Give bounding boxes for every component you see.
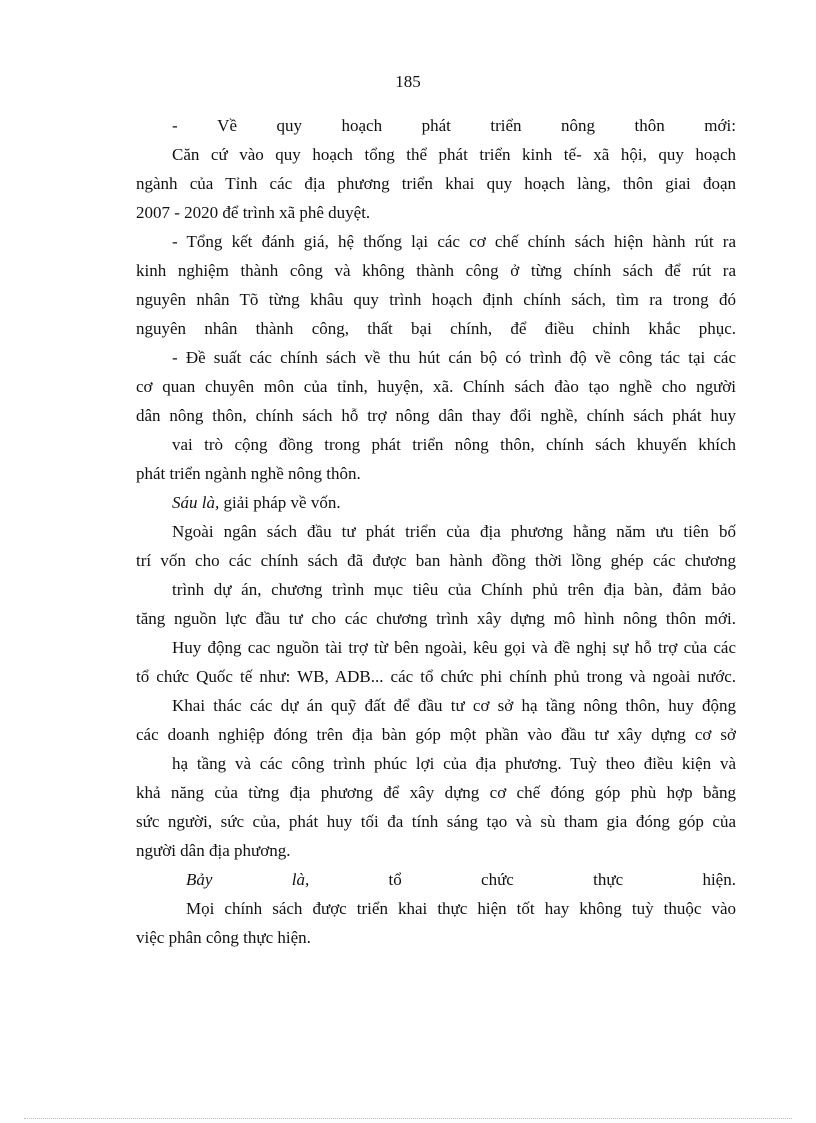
text-line: - Đề suất các chính sách về thu hút cán bộ có trình độ về công tác tại các [172,348,736,367]
word: hoạch [341,116,383,135]
text-line: Căn cứ vào quy hoạch tổng thể phát triển kinh tế- xã hội, quy hoạch [172,145,736,164]
text-line: người dân địa phương. [136,841,291,860]
word: thực [593,870,624,889]
word: hiện. [702,870,736,889]
word: thôn [634,116,665,135]
text-line: nguyên nhân thành công, thất bại chính, để điều chỉnh khắc phục. [136,319,736,338]
heading-quy-hoach [172,115,736,137]
word: - [172,116,178,135]
text-line: việc phân công thực hiện. [136,928,311,947]
text-line: ngành của Tỉnh các địa phương triển khai quy hoạch làng, thôn giai đoạn [136,174,736,193]
section-bay-la [186,869,736,891]
text-line: hạ tầng và các công trình phúc lợi của địa phương. Tuỳ theo điều kiện và [172,754,736,773]
text-line: cơ quan chuyên môn của tỉnh, huyện, xã. Chính sách đào tạo nghề cho người [136,377,736,396]
text-line: nguyên nhân Tõ từng khâu quy trình hoạch định chính sách, tìm ra trong đó [136,290,736,309]
text-line: phát triển ngành nghề nông thôn. [136,464,361,483]
word: triển [490,116,522,135]
word: nông [561,116,596,135]
text-line: Khai thác các dự án quỹ đất để đầu tư cơ sở hạ tầng nông thôn, huy động [172,696,736,715]
text-line: khả năng của từng địa phương để xây dựng cơ chế đóng góp phù hợp bằng [136,783,736,802]
section-sau-la [172,492,341,514]
text-line: Huy động cac nguồn tài trợ từ bên ngoài, kêu gọi và đề nghị sự hỗ trợ của các [172,638,736,657]
word: quy [276,116,302,135]
text-line: - Tổng kết đánh giá, hệ thống lại các cơ chế chính sách hiện hành rút ra [172,232,736,251]
word: là, [291,870,310,889]
text-line: Mọi chính sách được triển khai thực hiện tốt hay không tuỳ thuộc vào [186,899,736,918]
text-line: kinh nghiệm thành công và không thành công ở từng chính sách để rút ra [136,261,736,280]
page-bottom-rule [24,1118,792,1119]
text-line: các doanh nghiệp đóng trên địa bàn góp một phần vào đầu tư xây dựng cơ sở [136,725,736,744]
word: phát [421,116,451,135]
page-number: 185 [395,72,421,91]
word: chức [481,870,514,889]
word: mới: [704,116,736,135]
section-label: Sáu là, [172,493,220,512]
section-title: giải pháp về vốn. [223,493,341,512]
text-line: dân nông thôn, chính sách hỗ trợ nông dân thay đổi nghề, chính sách phát huy [136,406,736,425]
word: Bảy [186,870,213,889]
text-line: tổ chức Quốc tế như: WB, ADB... các tổ chức phi chính phủ trong và ngoài nước. [136,667,736,686]
word: Về [217,116,237,135]
text-line: 2007 - 2020 để trình xã phê duyệt. [136,203,371,222]
text-line: trí vốn cho các chính sách đã được ban hành đồng thời lồng ghép các chương [136,551,736,570]
word: tổ [388,870,402,889]
text-line: sức người, sức của, phát huy tối đa tính sáng tạo và sù tham gia đóng góp của [136,812,736,831]
text-line: vai trò cộng đồng trong phát triển nông thôn, chính sách khuyến khích [172,435,736,454]
text-line: Ngoài ngân sách đầu tư phát triển của địa phương hằng năm ưu tiên bố [172,522,736,541]
text-line: trình dự án, chương trình mục tiêu của Chính phủ trên địa bàn, đảm bảo [172,580,736,599]
text-line: tăng nguồn lực đầu tư cho các chương trình xây dựng mô hình nông thôn mới. [136,609,736,628]
